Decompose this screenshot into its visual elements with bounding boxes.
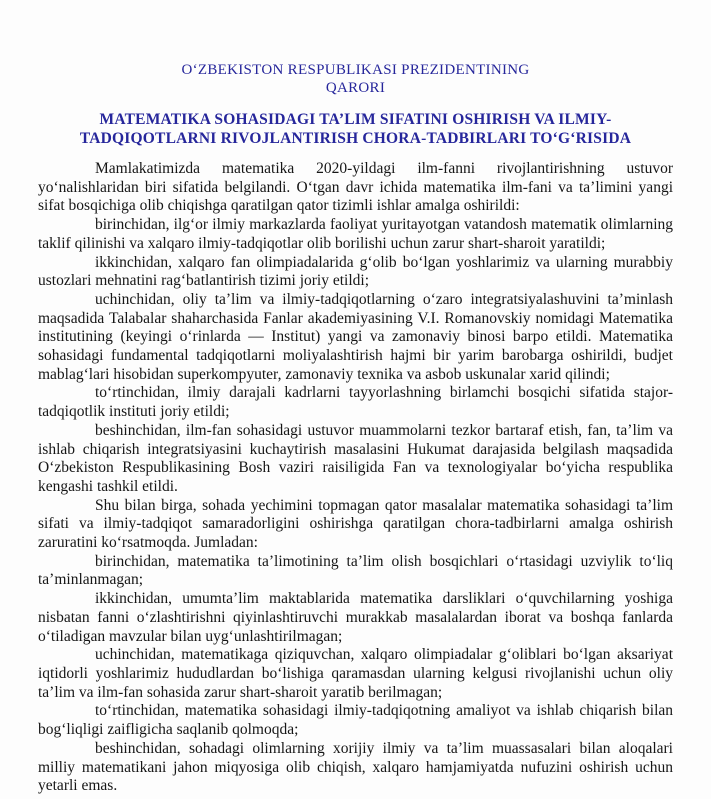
decree-authority-title [38,61,673,97]
document-header [38,61,673,148]
decree-authority-line: O‘ZBEKISTON RESPUBLIKASI PREZIDENTINING [181,62,530,78]
decree-subject-line1: MATEMATIKA SOHASIDAGI TA’LIM SIFATINI OSHIRISH VA ILMIY- [99,111,612,128]
decree-subject-line2: TADQIQOTLARNI RIVOJLANTIRISH CHORA-TADBIRLARI TO‘G‘RISIDA [79,130,632,147]
paragraph-problem-3: uchinchidan, matematikaga qiziquvchan, xalqaro olimpiadalar g‘oliblari bo‘lgan aksariyat iqtidorli yoshlarimiz hududlardan bo‘lishiga qaramasdan ularning kelgusi rivojlanishi uchun oliy ta’lim va ilm-fan sohasida zarur shart-sharoit yaratib berilmagan; [38,646,673,701]
document-body [38,160,673,796]
paragraph-achievement-3: uchinchidan, oliy ta’lim va ilmiy-tadqiqotlarning o‘zaro integratsiyalashuvini ta’minlash maqsadida Talabalar shaharchasida Fanlar akademiyasining V.I. Romanovskiy nomidagi Matematika institutining (keyingi o‘rinlarda — Institut) yangi va zamonaviy binosi barpo etildi. Matematika sohasidagi fundamental tadqiqotlarni moliyalashtirish hajmi bir yarim barobarga oshirildi, budjet mablag‘lari hisobidan superkompyuter, zamonaviy texnika va asbob uskunalar xarid qilindi; [38,290,673,383]
paragraph-intro: Mamlakatimizda matematika 2020-yildagi ilm-fanni rivojlantirishning ustuvor yo‘nalishlaridan biri sifatida belgilandi. O‘tgan davr ichida matematika ilm-fani va ta’limini yangi sifat bosqichiga olib chiqishga qaratilgan qator tizimli ishlar amalga oshirildi: [38,160,673,215]
paragraph-achievement-5: beshinchidan, ilm-fan sohasidagi ustuvor muammolarni tezkor bartaraf etish, fan, ta’lim va ishlab chiqarish integratsiyasini kuchaytirish masalasini Hukumat darajasida belgilash maqsadida O‘zbekiston Respublikasining Bosh vaziri raisiligida Fan va texnologiyalar bo‘yicha respublika kengashi tashkil etildi. [38,421,673,495]
paragraph-achievement-4: to‘rtinchidan, ilmiy darajali kadrlarni tayyorlashning birlamchi bosqichi sifatida stajor-tadqiqotlik instituti joriy etildi; [38,384,673,421]
paragraph-problem-2: ikkinchidan, umumta’lim maktablarida matematika darsliklari o‘quvchilarning yoshiga nisbatan fanni o‘zlashtirishni qiyinlashtiruvchi murakkab masalalardan iborat va boshqa fanlarda o‘tiladigan mavzular bilan uyg‘unlashtirilmagan; [38,590,673,645]
paragraph-problem-1: birinchidan, matematika ta’limotining ta’lim olish bosqichlari o‘rtasidagi uzviylik to‘liq ta’minlanmagan; [38,552,673,589]
paragraph-achievement-1: birinchidan, ilg‘or ilmiy markazlarda faoliyat yuritayotgan vatandosh matematik olimlarning taklif qilinishi va xalqaro ilmiy-tadqiqotlar olib borilishi uchun zarur shart-sharoit yaratildi; [38,216,673,252]
paragraph-problem-4: to‘rtinchidan, matematika sohasidagi ilmiy-tadqiqotning amaliyot va ishlab chiqarish bilan bog‘liqligi zaifligicha saqlanib qolmoqda; [38,702,673,739]
decree-type-line: QARORI [325,80,386,96]
paragraph-problem-5: beshinchidan, sohadagi olimlarning xorijiy ilmiy va ta’lim muassasalari bilan aloqalari milliy matematikani jahon miqyosiga olib chiqish, xalqaro hamjamiyatda nufuzini oshirish uchun yetarli emas. [38,739,673,795]
paragraph-problems-intro: Shu bilan birga, sohada yechimini topmagan qator masalalar matematika sohasidagi ta’lim sifati va ilmiy-tadqiqot samaradorligini oshirishga qaratilgan chora-tadbirlarni amalga oshirish zaruratini ko‘rsatmoqda. Jumladan: [38,496,673,552]
paragraph-achievement-2: ikkinchidan, xalqaro fan olimpiadalarida g‘olib bo‘lgan yoshlarimiz va ularning murabbiy ustozlari mehnatini rag‘batlantirish tizimi joriy etildi; [38,253,673,290]
decree-subject-title [38,110,673,148]
